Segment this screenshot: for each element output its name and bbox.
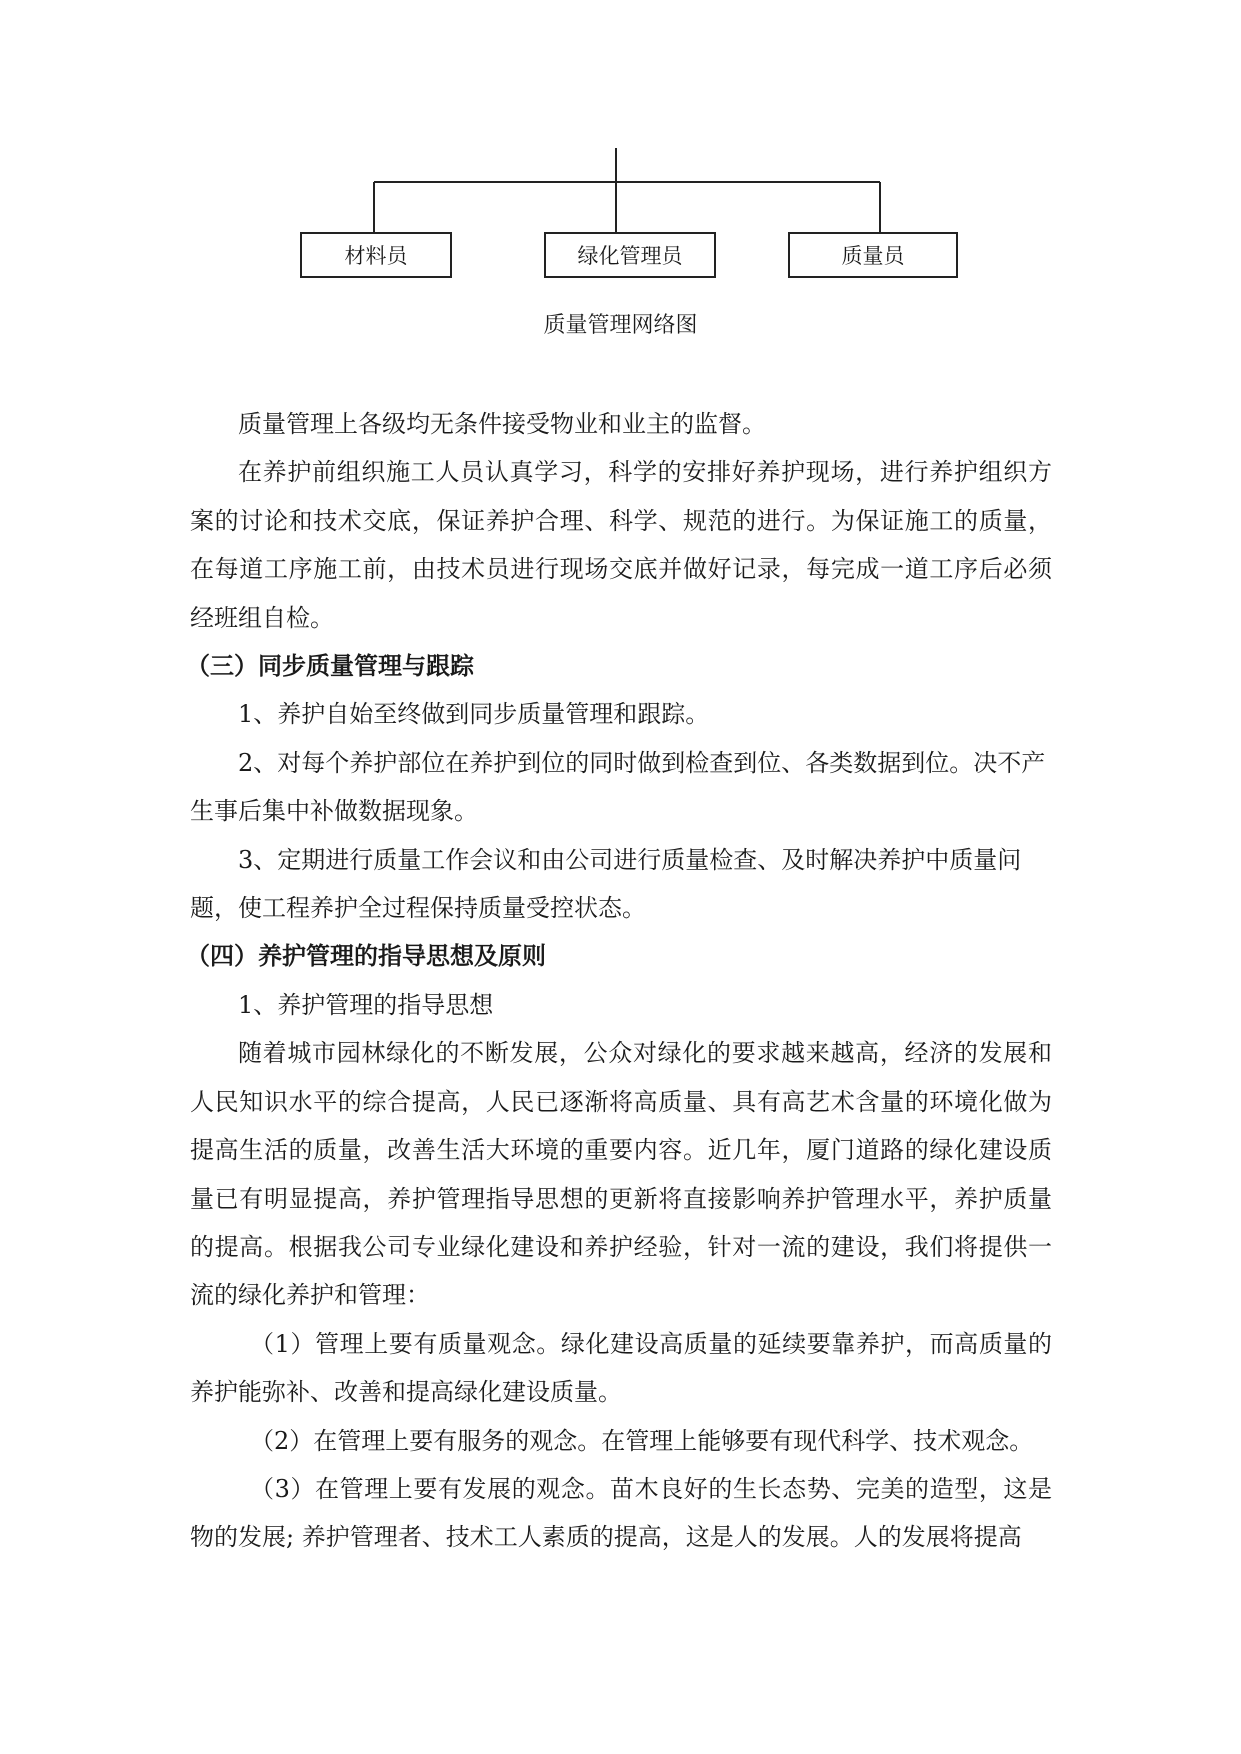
list-item-idea-2: （2）在管理上要有服务的观念。在管理上能够要有现代科学、技术观念。 [250,1426,1034,1455]
list-item-sync-2: 2、对每个养护部位在养护到位的同时做到检查到位、各类数据到位。决不产生事后集中补做数据现象。 [190,748,1046,826]
paragraph-pre-maintenance: 在养护前组织施工人员认真学习，科学的安排好养护现场，进行养护组织方案的讨论和技术交底，保证养护合理、科学、规范的进行。为保证施工的质量，在每道工序施工前，由技术员进行现场交底并做好记录，每完成一道工序后必须经班组自检。 [190,458,1052,632]
section-heading-3: （三）同步质量管理与跟踪 [186,652,474,681]
section-heading-4: （四）养护管理的指导思想及原则 [186,942,546,971]
org-node-quality-inspector: 质量员 [788,232,958,278]
org-chart-caption: 质量管理网络图 [543,313,698,338]
paragraph-guiding-ideas: 随着城市园林绿化的不断发展，公众对绿化的要求越来越高，经济的发展和人民知识水平的综合提高，人民已逐渐将高质量、具有高艺术含量的环境化做为提高生活的质量，改善生活大环境的重要内容。近几年，厦门道路的绿化建设质量已有明显提高，养护管理指导思想的更新将直接影响养护管理水平，养护质量的提高。根据我公司专业绿化建设和养护经验，针对一流的建设，我们将提供一流的绿化养护和管理： [190,1039,1052,1310]
body-text [186,400,1052,1562]
org-chart-connectors [0,0,1241,240]
org-node-materials-clerk: 材料员 [300,232,452,278]
org-node-greening-manager: 绿化管理员 [544,232,716,278]
list-item-sync-3: 3、定期进行质量工作会议和由公司进行质量检查、及时解决养护中质量问题，使工程养护全过程保持质量受控状态。 [190,845,1022,923]
paragraph-supervision: 质量管理上各级均无条件接受物业和业主的监督。 [238,410,766,438]
org-chart [0,0,1241,360]
subheading-guiding-ideas: 1、养护管理的指导思想 [238,990,494,1019]
list-item-idea-3: （3）在管理上要有发展的观念。苗木良好的生长态势、完美的造型，这是物的发展; 养护管理者、技术工人素质的提高，这是人的发展。人的发展将提高 [190,1474,1052,1552]
list-item-sync-1: 1、养护自始至终做到同步质量管理和跟踪。 [238,700,710,729]
list-item-idea-1: （1）管理上要有质量观念。绿化建设高质量的延续要靠养护，而高质量的养护能弥补、改善和提高绿化建设质量。 [190,1329,1052,1407]
